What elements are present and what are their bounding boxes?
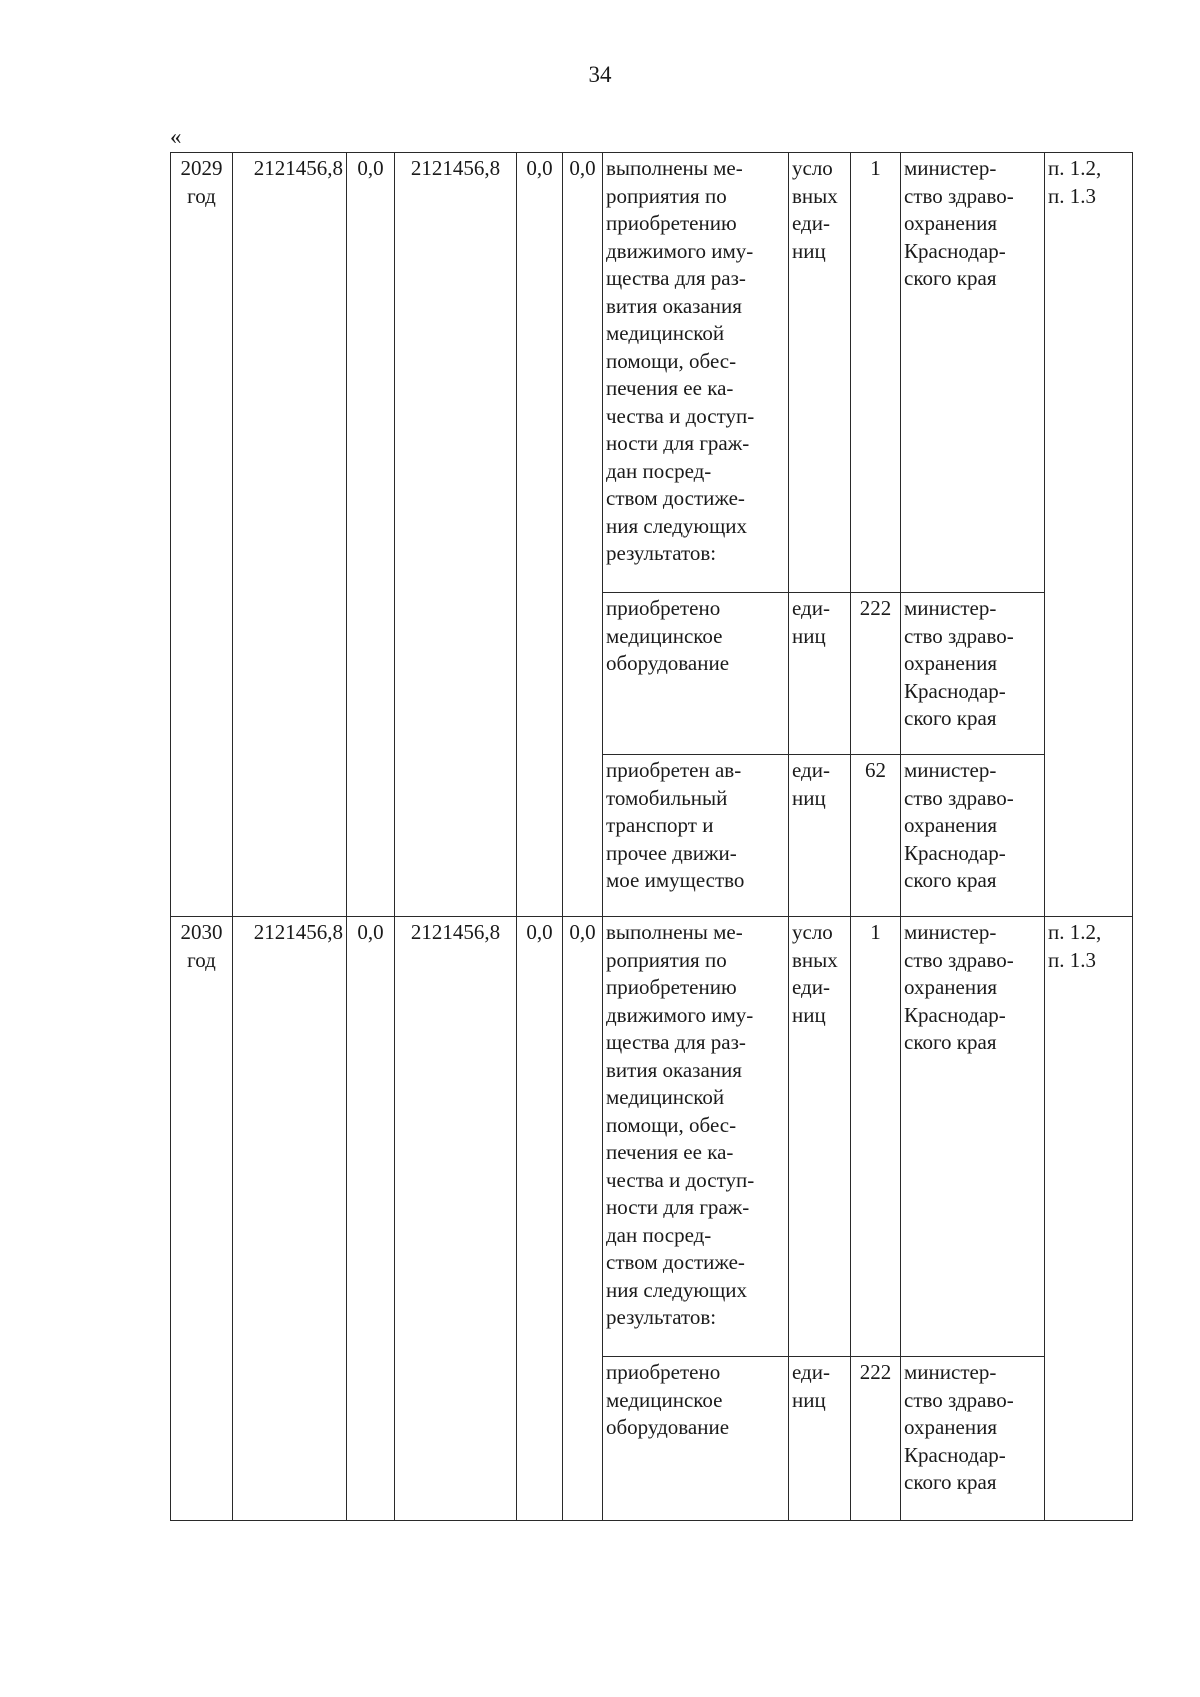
result-description-cell: выполнены ме- роприятия по приобретению движимого иму- щества для раз- вития оказания медицинской помощи, обес- печения ее ка- чества и доступ- ности для граж- дан посред- ством достиже- ния следующих результатов: xyxy=(603,917,789,1357)
organization-cell: министер- ство здраво- охранения Краснодар- ского края xyxy=(901,917,1045,1357)
amount-cell: 0,0 xyxy=(347,153,395,917)
amount-cell: 0,0 xyxy=(347,917,395,1521)
table-row xyxy=(171,917,1133,1357)
result-description-cell: приобретено медицинское оборудование xyxy=(603,593,789,755)
value-cell: 1 xyxy=(851,917,901,1357)
organization-cell: министер- ство здраво- охранения Краснодар- ского края xyxy=(901,1357,1045,1521)
value-cell: 222 xyxy=(851,1357,901,1521)
organization-cell: министер- ство здраво- охранения Краснодар- ского края xyxy=(901,593,1045,755)
reference-cell: п. 1.2, п. 1.3 xyxy=(1045,917,1133,1521)
total-amount-cell: 2121456,8 xyxy=(233,153,347,917)
amount-cell: 0,0 xyxy=(563,917,603,1521)
value-cell: 1 xyxy=(851,153,901,593)
result-description-cell: приобретено медицинское оборудование xyxy=(603,1357,789,1521)
reference-cell: п. 1.2, п. 1.3 xyxy=(1045,153,1133,917)
amount-cell: 0,0 xyxy=(517,917,563,1521)
unit-cell: усло вных еди- ниц xyxy=(789,917,851,1357)
unit-cell: еди- ниц xyxy=(789,593,851,755)
organization-cell: министер- ство здраво- охранения Краснодар- ского края xyxy=(901,755,1045,917)
amount-cell: 2121456,8 xyxy=(395,153,517,917)
amount-cell: 0,0 xyxy=(563,153,603,917)
total-amount-cell: 2121456,8 xyxy=(233,917,347,1521)
table-row xyxy=(171,153,1133,593)
year-cell: 2030 год xyxy=(171,917,233,1521)
year-cell: 2029 год xyxy=(171,153,233,917)
unit-cell: усло вных еди- ниц xyxy=(789,153,851,593)
unit-cell: еди- ниц xyxy=(789,755,851,917)
opening-quote-mark: « xyxy=(170,124,182,149)
value-cell: 62 xyxy=(851,755,901,917)
organization-cell: министер- ство здраво- охранения Краснодар- ского края xyxy=(901,153,1045,593)
page-number: 34 xyxy=(588,62,612,87)
unit-cell: еди- ниц xyxy=(789,1357,851,1521)
program-table xyxy=(170,152,1133,1521)
amount-cell: 2121456,8 xyxy=(395,917,517,1521)
amount-cell: 0,0 xyxy=(517,153,563,917)
result-description-cell: выполнены ме- роприятия по приобретению движимого иму- щества для раз- вития оказания медицинской помощи, обес- печения ее ка- чества и доступ- ности для граж- дан посред- ством достиже- ния следующих результатов: xyxy=(603,153,789,593)
value-cell: 222 xyxy=(851,593,901,755)
result-description-cell: приобретен ав- томобильный транспорт и прочее движи- мое имущество xyxy=(603,755,789,917)
